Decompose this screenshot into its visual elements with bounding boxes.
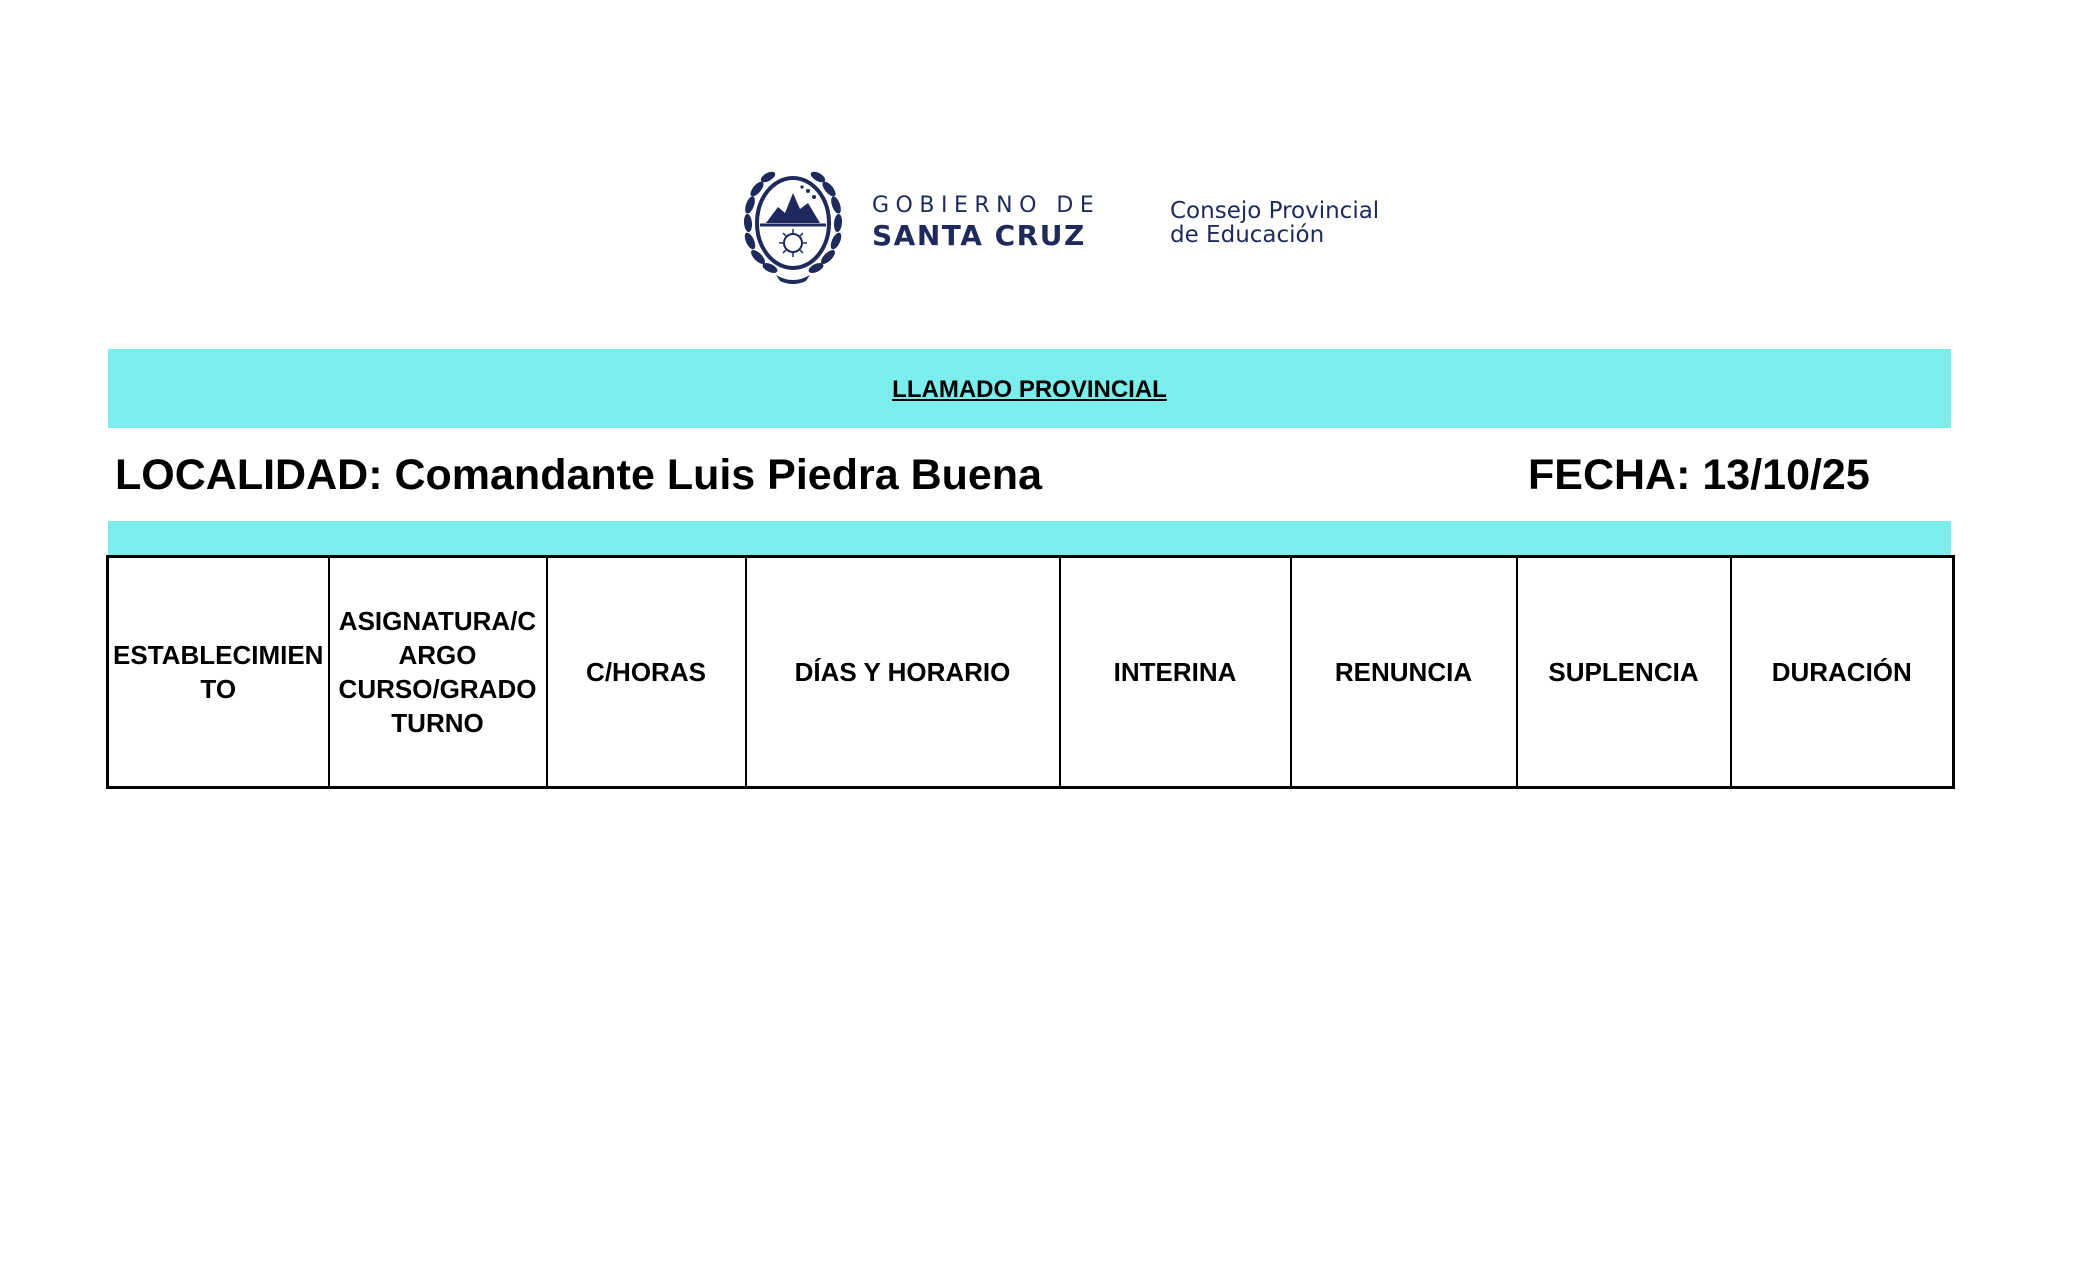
separator-bar [108, 521, 1951, 555]
col-duracion: DURACIÓN [1731, 557, 1954, 788]
consejo-line1: Consejo Provincial [1170, 198, 1380, 224]
col-establecimiento: ESTABLECIMIENTO [108, 557, 329, 788]
gov-title-line2: SANTA CRUZ [872, 219, 1086, 252]
col-suplencia: SUPLENCIA [1517, 557, 1731, 788]
col-horas: C/HORAS [547, 557, 746, 788]
info-row [115, 448, 1945, 502]
fecha-label: FECHA: 13/10/25 [1528, 451, 1870, 499]
gov-title-line1: GOBIERNO DE [872, 193, 1101, 218]
llamado-banner [108, 349, 1951, 428]
banner-title: LLAMADO PROVINCIAL [892, 375, 1167, 403]
col-dias-horario: DÍAS Y HORARIO [746, 557, 1060, 788]
llamado-table [106, 555, 1955, 789]
consejo-line2: de Educación [1170, 222, 1325, 248]
localidad-label: LOCALIDAD: Comandante Luis Piedra Buena [115, 451, 1042, 499]
header-logo [738, 163, 1418, 285]
consejo-title [1170, 199, 1379, 247]
col-interina: INTERINA [1060, 557, 1291, 788]
col-renuncia: RENUNCIA [1291, 557, 1517, 788]
santa-cruz-seal-icon [738, 163, 848, 285]
col-asignatura-cargo: ASIGNATURA/C ARGO CURSO/GRADO TURNO [329, 557, 547, 788]
table-header-row [108, 557, 1954, 788]
